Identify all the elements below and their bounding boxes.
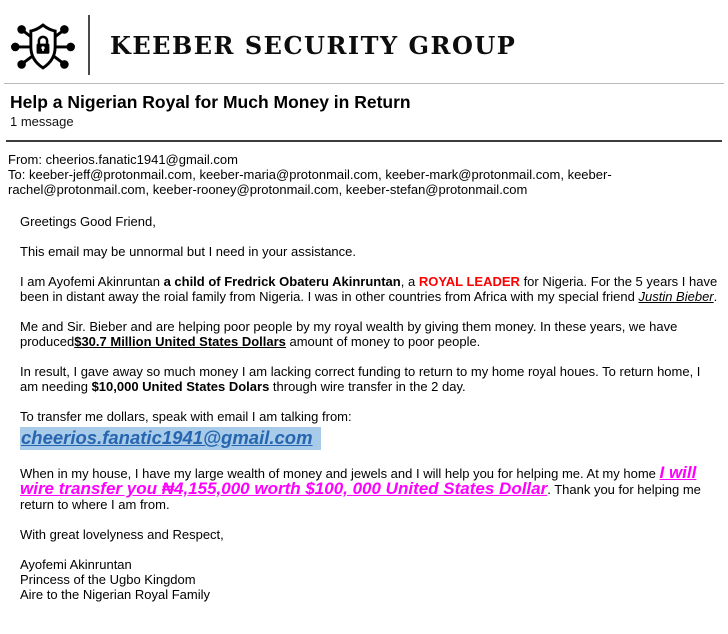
message-count: 1 message	[10, 114, 74, 129]
letterhead	[0, 0, 728, 82]
text-run: With great lovelyness and Respect,	[20, 527, 224, 542]
text-run: Ayofemi Akinruntan	[20, 557, 132, 572]
text-run: I am Ayofemi Akinruntan	[20, 274, 164, 289]
text-run: This email may be unnormal but I need in your assistance.	[20, 244, 357, 259]
text-run: $30.7 Million United States Dollars	[74, 334, 286, 349]
body-paragraph	[20, 527, 718, 542]
from-line	[8, 152, 720, 167]
body-paragraph	[20, 587, 718, 602]
body-paragraph	[20, 409, 718, 424]
email-headers	[0, 142, 728, 197]
contact-email-line	[20, 427, 718, 450]
text-run: , a	[400, 274, 419, 289]
to-addresses: keeber-jeff@protonmail.com, keeber-maria@protonmail.com, keeber-mark@protonmail.com, keeber-rachel@protonmail.com, keeber-rooney@protonmail.com, keeber-stefan@protonmail.com	[8, 167, 612, 197]
body-paragraph	[20, 557, 718, 572]
body-paragraph	[20, 244, 718, 259]
text-run: $10,000 United States Dolars	[91, 379, 270, 394]
text-run: amount of money to poor people.	[285, 334, 481, 349]
text-run: . Thank you for helping me return to where I am from.	[20, 482, 701, 512]
text-run: through wire transfer in the 2 day.	[269, 379, 466, 394]
email-body	[0, 197, 728, 602]
from-address: cheerios.fanatic1941@gmail.com	[45, 152, 238, 167]
subject-block	[0, 84, 728, 134]
text-run: Greetings Good Friend,	[20, 214, 156, 229]
brand-title: KEEBER SECURITY GROUP	[110, 30, 517, 60]
to-label: To:	[8, 167, 26, 182]
text-run: To transfer me dollars, speak with email I am talking from:	[20, 409, 352, 424]
text-run: a child of Fredrick Obateru Akinruntan	[163, 274, 401, 289]
body-paragraph	[20, 319, 718, 349]
from-label: From:	[8, 152, 42, 167]
text-run: .	[713, 289, 718, 304]
text-run: Justin Bieber	[638, 289, 714, 304]
body-paragraph	[20, 465, 718, 512]
body-paragraph	[20, 572, 718, 587]
text-run: I will wire transfer you ₦4,155,000 worth $100, 000 United States Dollar	[20, 463, 697, 498]
text-run: Aire to the Nigerian Royal Family	[20, 587, 211, 602]
text-run: When in my house, I have my large wealth of money and jewels and I will help you for helping me. At my home	[20, 466, 660, 481]
to-line	[8, 167, 720, 197]
body-paragraph	[20, 364, 718, 394]
contact-email-link[interactable]: cheerios.fanatic1941@gmail.com	[20, 427, 321, 450]
text-run: In result, I gave away so much money I am lacking correct funding to return to my home royal houes. To return home, I am needing	[20, 364, 701, 394]
body-paragraph	[20, 214, 718, 229]
text-run: ROYAL LEADER	[418, 274, 520, 289]
shield-lock-network-icon	[8, 10, 78, 80]
text-run: Princess of the Ugbo Kingdom	[20, 572, 196, 587]
text-run: Me and Sir. Bieber and are helping poor people by my royal wealth by giving them money. In these years, we have produced	[20, 319, 678, 349]
text-run: for Nigeria. For the 5 years I have been in distant away the roial family from Nigeria. I was in other countries from Africa with my special friend	[20, 274, 718, 304]
body-paragraph	[20, 274, 718, 304]
page-title: Help a Nigerian Royal for Much Money in Return	[10, 92, 411, 112]
logo-divider	[88, 15, 90, 75]
